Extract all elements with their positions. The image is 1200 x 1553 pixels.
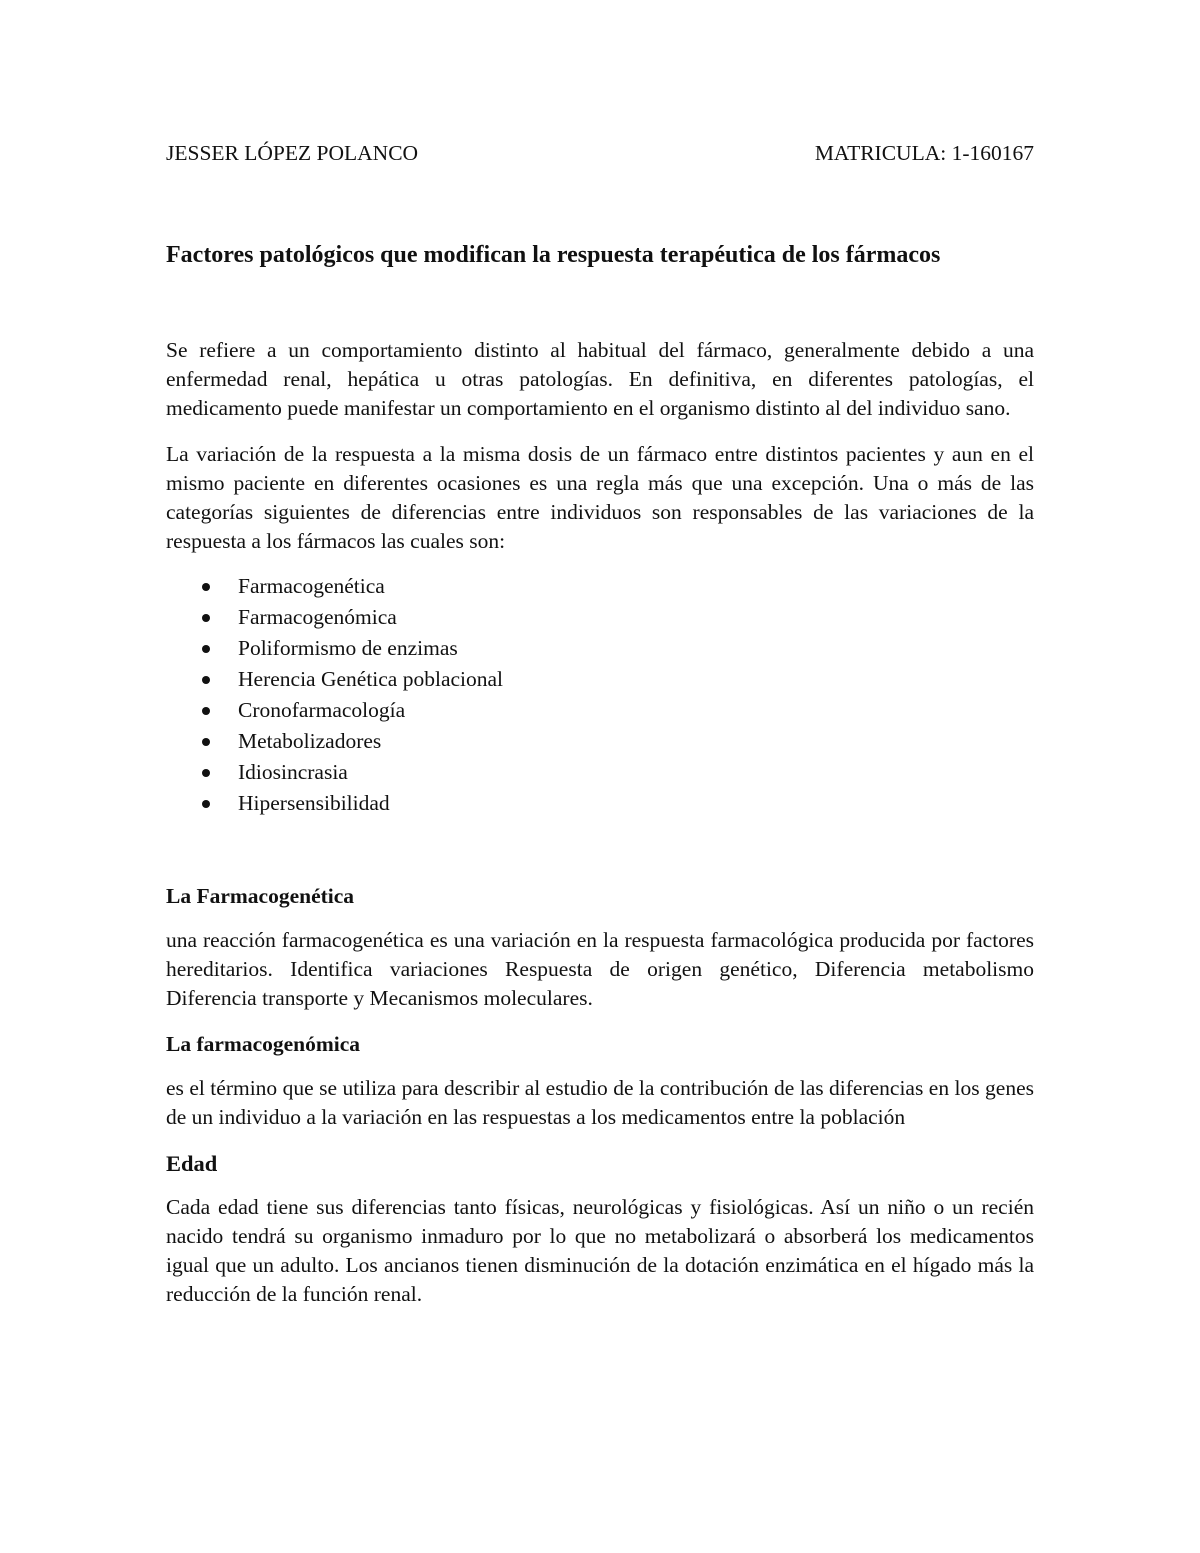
student-name: JESSER LÓPEZ POLANCO — [166, 141, 419, 165]
section-text-farmacogenomica: es el término que se utiliza para describir al estudio de la contribución de las diferencias en los genes de un individuo a la variación en las respuestas a los medicamentos entre la población — [166, 1076, 1034, 1129]
bullet-icon — [202, 800, 210, 808]
list-item-label: Cronofarmacología — [238, 698, 406, 722]
list-item-label: Herencia Genética poblacional — [238, 667, 504, 691]
section-text-farmacogenetica: una reacción farmacogenética es una variación en la respuesta farmacológica producida por factores hereditarios. Identifica variaciones Respuesta de origen genético, Diferencia metabolismo Diferencia transporte y Mecanismos moleculares. — [166, 928, 1034, 1010]
section-heading-farmacogenomica: La farmacogenómica — [166, 1032, 361, 1056]
categories-list — [166, 571, 1034, 819]
list-item — [166, 757, 1034, 788]
matricula: MATRICULA: 1-160167 — [814, 141, 1034, 165]
section-text-edad: Cada edad tiene sus diferencias tanto físicas, neurológicas y fisiológicas. Así un niño o un recién nacido tendrá su organismo inmaduro por lo que no metabolizará o absorberá los medicamentos igual que un adulto. Los ancianos tienen disminución de la dotación enzimática en el hígado más la reducción de la función renal. — [166, 1195, 1034, 1306]
bullet-icon — [202, 738, 210, 746]
list-item-label: Metabolizadores — [238, 729, 382, 753]
list-item-label: Poliformismo de enzimas — [238, 636, 458, 660]
list-item-label: Hipersensibilidad — [238, 791, 390, 815]
bullet-icon — [202, 645, 210, 653]
list-item-label: Idiosincrasia — [238, 760, 348, 784]
section-heading-edad: Edad — [166, 1151, 218, 1176]
bullet-icon — [202, 676, 210, 684]
variation-paragraph: La variación de la respuesta a la misma dosis de un fármaco entre distintos pacientes y aun en el mismo paciente en diferentes ocasiones es una regla más que una excepción. Una o más de las categorías siguientes de diferencias entre individuos son responsables de las variaciones de la respuesta a los fármacos las cuales son: — [166, 442, 1034, 553]
document-content — [166, 136, 1034, 1309]
list-item — [166, 664, 1034, 695]
list-item — [166, 633, 1034, 664]
list-item-label: Farmacogenética — [238, 574, 385, 598]
section-heading-farmacogenetica: La Farmacogenética — [166, 884, 355, 908]
list-item — [166, 571, 1034, 602]
list-item — [166, 726, 1034, 757]
list-item — [166, 695, 1034, 726]
intro-paragraph: Se refiere a un comportamiento distinto al habitual del fármaco, generalmente debido a una enfermedad renal, hepática u otras patologías. En definitiva, en diferentes patologías, el medicamento puede manifestar un comportamiento en el organismo distinto al del individuo sano. — [166, 338, 1034, 420]
list-item — [166, 788, 1034, 819]
bullet-icon — [202, 707, 210, 715]
list-item-label: Farmacogenómica — [238, 605, 397, 629]
list-item — [166, 602, 1034, 633]
document-header — [166, 138, 1034, 168]
document-title: Factores patológicos que modifican la respuesta terapéutica de los fármacos — [166, 242, 941, 268]
bullet-icon — [202, 583, 210, 591]
bullet-icon — [202, 769, 210, 777]
bullet-icon — [202, 614, 210, 622]
